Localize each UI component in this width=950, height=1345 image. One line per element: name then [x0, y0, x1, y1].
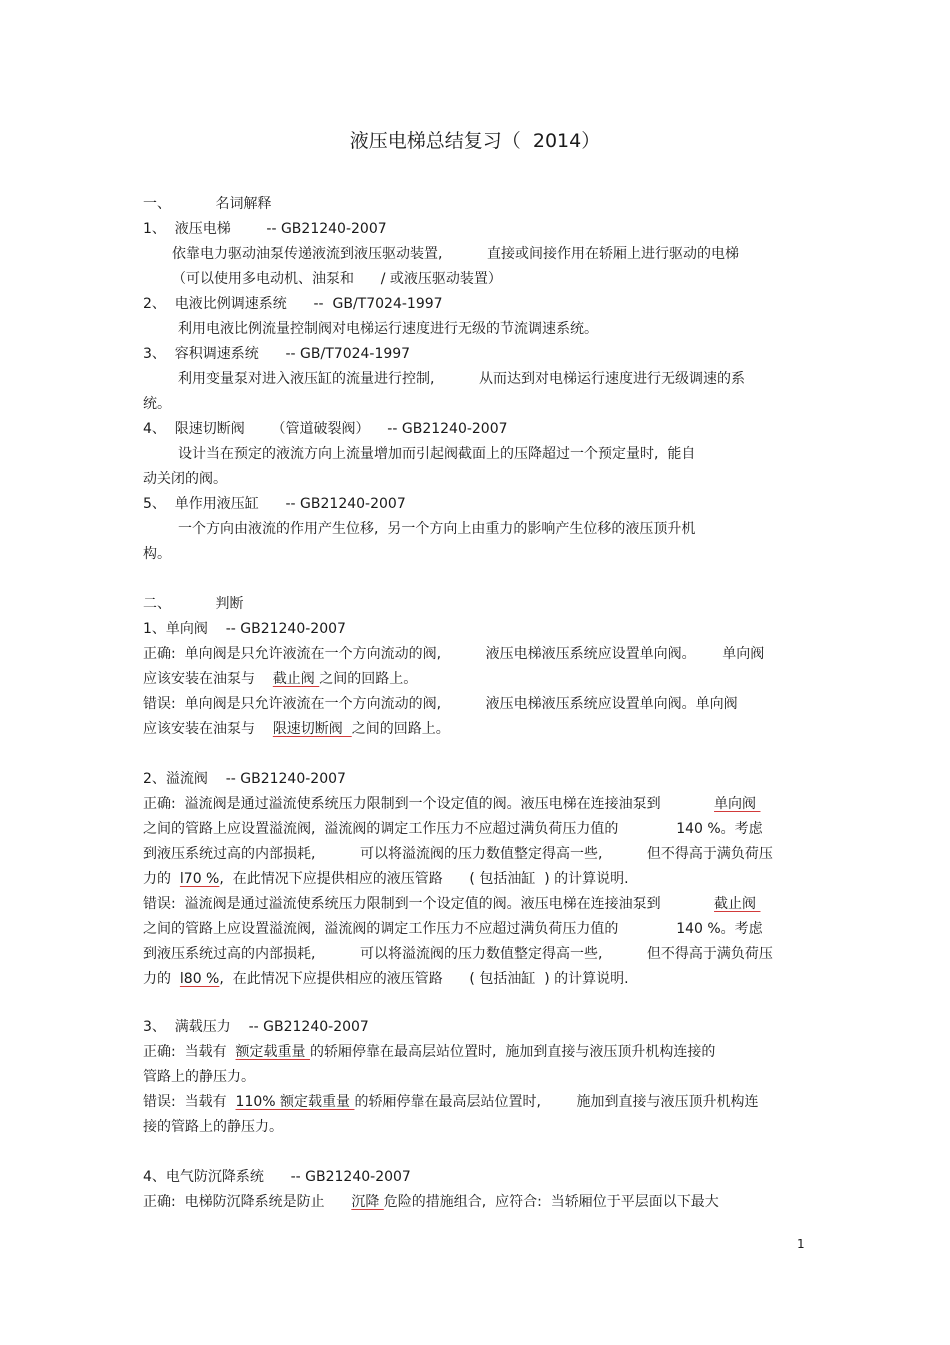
text-segment: 的轿厢停靠在最高层站位置时, 施加到直接与液压顶升机构连: [354, 1094, 759, 1110]
text-segment: 动关闭的阀。: [143, 471, 227, 487]
text-line: [143, 294, 443, 314]
text-segment: 依靠电力驱动油泵传递液流到液压驱动装置, 直接或间接作用在轿厢上进行驱动的电梯: [172, 246, 739, 262]
text-segment: 应该安装在油泵与: [143, 671, 273, 687]
text-segment: 一、 名词解释: [143, 196, 272, 212]
text-segment: 正确: 单向阀是只允许液流在一个方向流动的阀, 液压电梯液压系统应设置单向阀。 单向阀: [143, 646, 765, 662]
text-line: [172, 244, 739, 264]
text-segment: 到液压系统过高的内部损耗, 可以将溢流阀的压力数值整定得高一些, 但不得高于满负荷压: [143, 846, 773, 862]
text-line: [143, 844, 773, 864]
text-segment: 统。: [143, 396, 171, 412]
text-segment: 危险的措施组合, 应符合: 当轿厢位于平层面以下最大: [383, 1194, 719, 1210]
text-line: [143, 1092, 759, 1112]
text-line: [143, 544, 171, 564]
text-line: [143, 619, 346, 639]
text-line: [178, 369, 745, 389]
text-segment: 一个方向由液流的作用产生位移, 另一个方向上由重力的影响产生位移的液压顶升机: [178, 521, 696, 537]
text-segment: 错误: 溢流阀是通过溢流使系统压力限制到一个设定值的阀。液压电梯在连接油泵到: [143, 896, 715, 912]
text-line: [143, 469, 227, 489]
text-line: [143, 419, 508, 439]
text-segment: 的轿厢停靠在最高层站位置时, 施加到直接与液压顶升机构连接的: [309, 1044, 716, 1060]
underlined-term: 截止阀: [714, 896, 761, 912]
text-segment: 接的管路上的静压力。: [143, 1119, 283, 1135]
text-segment: 设计当在预定的液流方向上流量增加而引起阀截面上的压降超过一个预定量时, 能自: [178, 446, 696, 462]
text-line: [143, 1042, 715, 1062]
text-line: [143, 344, 410, 364]
underlined-term: 额定载重量: [235, 1044, 310, 1060]
text-segment: 1、 液压电梯 -- GB21240-2007: [143, 221, 387, 237]
text-segment: 2、 电液比例调速系统 -- GB/T7024-1997: [143, 296, 443, 312]
underlined-term: 截止阀: [272, 671, 320, 687]
text-segment: 2、溢流阀 -- GB21240-2007: [143, 771, 346, 787]
underlined-term: 110% 额定载重量: [235, 1094, 355, 1110]
document-title: 液压电梯总结复习（ 2014）: [349, 130, 601, 152]
text-line: [143, 1017, 369, 1037]
text-segment: 利用变量泵对进入液压缸的流量进行控制, 从而达到对电梯运行速度进行无级调速的系: [178, 371, 745, 387]
text-line: [143, 1167, 411, 1187]
text-segment: 4、电气防沉降系统 -- GB21240-2007: [143, 1169, 411, 1185]
text-line: [178, 319, 598, 339]
text-segment: （可以使用多电动机、油泵和 / 或液压驱动装置）: [172, 271, 502, 287]
text-segment: 正确: 电梯防沉降系统是防止: [143, 1194, 352, 1210]
text-line: [143, 1192, 719, 1212]
text-segment: 5、 单作用液压缸 -- GB21240-2007: [143, 496, 406, 512]
text-segment: 利用电液比例流量控制阀对电梯运行速度进行无级的节流调速系统。: [178, 321, 598, 337]
underlined-term: l70 %: [179, 871, 220, 887]
text-line: [143, 919, 763, 939]
text-line: [143, 694, 738, 714]
text-segment: 3、 容积调速系统 -- GB/T7024-1997: [143, 346, 411, 362]
text-segment: 应该安装在油泵与: [143, 721, 273, 737]
text-segment: 正确: 当载有: [143, 1044, 236, 1060]
text-line: [143, 1117, 283, 1137]
text-segment: , 在此情况下应提供相应的液压管路 ( 包括油缸 ) 的计算说明.: [219, 971, 629, 987]
page-number: 1: [797, 1237, 805, 1251]
underlined-term: 单向阀: [714, 796, 761, 812]
text-line: [143, 194, 272, 214]
text-segment: 管路上的静压力。: [143, 1069, 255, 1085]
underlined-term: l80 %: [179, 971, 220, 987]
text-segment: 之间的管路上应设置溢流阀, 溢流阀的调定工作压力不应超过满负荷压力值的 140 %。考虑: [143, 921, 763, 937]
text-segment: 之间的回路上。: [319, 671, 418, 687]
text-segment: 错误: 当载有: [143, 1094, 236, 1110]
text-line: [143, 794, 760, 814]
text-line: [172, 269, 502, 289]
text-segment: 力的: [143, 971, 180, 987]
text-line: [143, 594, 244, 614]
text-line: [178, 444, 695, 464]
text-line: [143, 669, 417, 689]
underlined-term: 沉降: [351, 1194, 384, 1210]
text-line: [143, 644, 764, 664]
text-segment: 到液压系统过高的内部损耗, 可以将溢流阀的压力数值整定得高一些, 但不得高于满负荷压: [143, 946, 773, 962]
text-line: [143, 819, 763, 839]
text-line: [178, 519, 695, 539]
text-line: [143, 944, 773, 964]
text-segment: 二、 判断: [143, 596, 244, 612]
text-segment: 错误: 单向阀是只允许液流在一个方向流动的阀, 液压电梯液压系统应设置单向阀。单向阀: [143, 696, 738, 712]
text-segment: 力的: [143, 871, 180, 887]
text-line: [143, 969, 629, 989]
text-line: [143, 869, 629, 889]
text-line: [143, 394, 171, 414]
text-segment: 正确: 溢流阀是通过溢流使系统压力限制到一个设定值的阀。液压电梯在连接油泵到: [143, 796, 715, 812]
text-segment: 3、 满载压力 -- GB21240-2007: [143, 1019, 369, 1035]
text-segment: 1、单向阀 -- GB21240-2007: [143, 621, 346, 637]
text-line: [143, 719, 450, 739]
text-line: [143, 219, 387, 239]
text-segment: 构。: [143, 546, 171, 562]
underlined-term: 限速切断阀: [272, 721, 352, 737]
text-line: [143, 494, 406, 514]
text-line: [143, 894, 760, 914]
text-line: [143, 1067, 255, 1087]
text-segment: 之间的管路上应设置溢流阀, 溢流阀的调定工作压力不应超过满负荷压力值的 140 %。考虑: [143, 821, 763, 837]
text-segment: 之间的回路上。: [351, 721, 450, 737]
text-line: [143, 769, 346, 789]
text-segment: 4、 限速切断阀 （管道破裂阀） -- GB21240-2007: [143, 421, 508, 437]
text-segment: , 在此情况下应提供相应的液压管路 ( 包括油缸 ) 的计算说明.: [219, 871, 629, 887]
